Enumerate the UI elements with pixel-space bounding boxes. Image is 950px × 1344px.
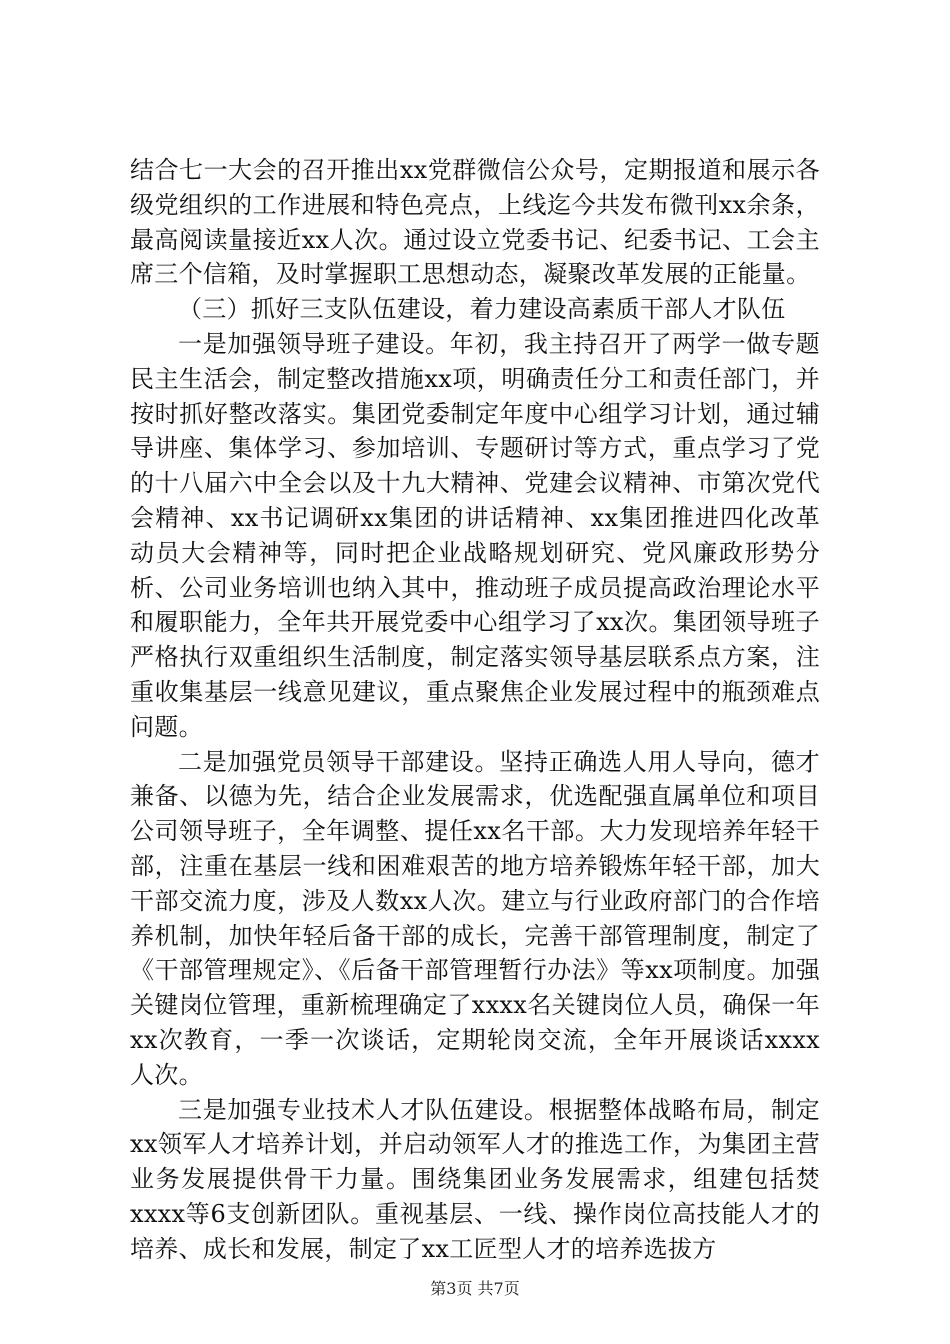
paragraph-cadre-building: 二是加强党员领导干部建设。坚持正确选人用人导向，德才兼备、以德为先，结合企业发展需求，优选配强直属单位和项目公司领导班子，全年调整、提任xx名干部。大力发现培养年轻干部，注重在基层一线和困难艰苦的地方培养锻炼年轻干部，加大干部交流力度，涉及人数xx人次。建立与行业政府部门的合作培养机制，加快年轻后备干部的成长，完善干部管理制度，制定了《干部管理规定》、《后备干部管理暂行办法》等xx项制度。加强关键岗位管理，重新梳理确定了xxxx名关键岗位人员，确保一年xx次教育，一季一次谈话，定期轮岗交流，全年开展谈话xxxx人次。	[130, 747, 820, 1089]
document-body	[130, 153, 820, 1267]
paragraph-talent-building: 三是加强专业技术人才队伍建设。根据整体战略布局，制定xx领军人才培养计划，并启动领军人才的推选工作，为集团主营业务发展提供骨干力量。围绕集团业务发展需求，组建包括焚xxxx等6支创新团队。重视基层、一线、操作岗位高技能人才的培养、成长和发展，制定了xx工匠型人才的培养选拔方	[130, 1095, 820, 1263]
section-heading: （三）抓好三支队伍建设，着力建设高素质干部人才队伍	[178, 295, 786, 324]
paragraph-continuation: 结合七一大会的召开推出xx党群微信公众号，定期报道和展示各级党组织的工作进展和特色亮点，上线迄今共发布微刊xx余条，最高阅读量接近xx人次。通过设立党委书记、纪委书记、工会主席三个信箱，及时掌握职工思想动态，凝聚改革发展的正能量。	[130, 156, 820, 289]
page-number-footer: 第3页 共7页	[430, 1279, 520, 1298]
paragraph-leadership-team: 一是加强领导班子建设。年初，我主持召开了两学一做专题民主生活会，制定整改措施xx项，明确责任分工和责任部门，并按时抓好整改落实。集团党委制定年度中心组学习计划，通过辅导讲座、集体学习、参加培训、专题研讨等方式，重点学习了党的十八届六中全会以及十九大精神、党建会议精神、市第次党代会精神、xx书记调研xx集团的讲话精神、xx集团推进四化改革动员大会精神等，同时把企业战略规划研究、党风廉政形势分析、公司业务培训也纳入其中，推动班子成员提高政治理论水平和履职能力，全年共开展党委中心组学习了xx次。集团领导班子严格执行双重组织生活制度，制定落实领导基层联系点方案，注重收集基层一线意见建议，重点聚焦企业发展过程中的瓶颈难点问题。	[130, 329, 820, 741]
